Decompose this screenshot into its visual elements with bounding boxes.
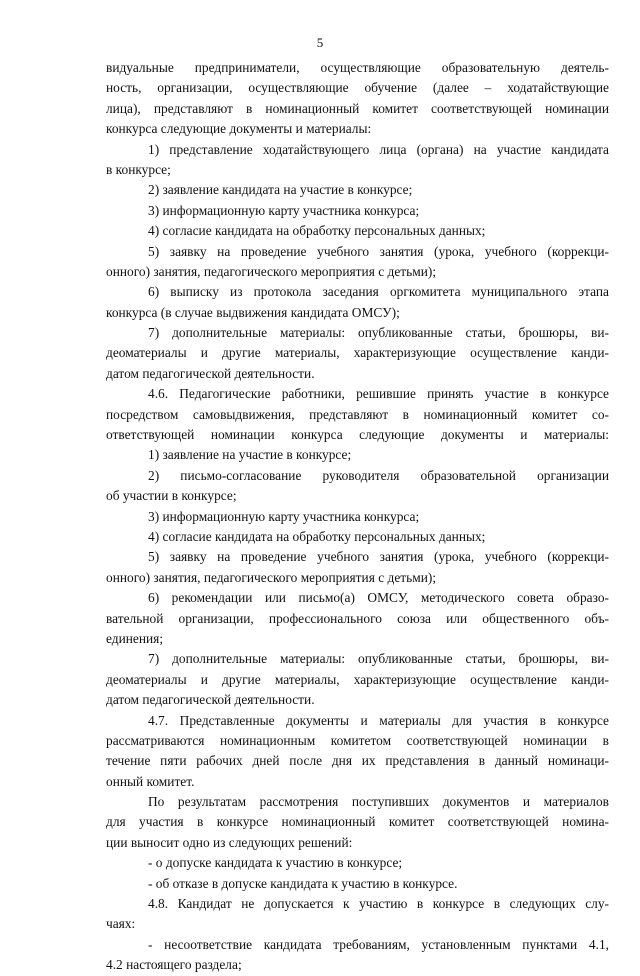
text-line: деоматериалы и другие материалы, характеризующие осуществление канди- [106,671,609,687]
text-line: датом педагогической деятельности. [106,365,315,381]
text-line: течение пяти рабочих дней после дня их представления в данный номинаци- [106,753,609,769]
text-line: ции выносит одно из следующих решений: [106,834,353,850]
text-line: видуальные предприниматели, осуществляющие образовательную деятель- [106,60,609,75]
text-line: вательной организации, профессионального союза или общественного объ- [106,610,609,626]
text-line: 1) представление ходатайствующего лица (органа) на участие кандидата [148,141,609,157]
document-body [106,58,609,976]
text-line: онного) занятия, педагогического мероприятия с детьми); [106,569,437,585]
text-line: 7) дополнительные материалы: опубликованные статьи, брошюры, ви- [148,651,609,667]
text-line: 4) согласие кандидата на обработку персональных данных; [148,528,486,544]
text-line: онного) занятия, педагогического мероприятия с детьми); [106,263,437,279]
text-line: чаях: [106,916,136,932]
text-line: посредством самовыдвижения, представляют в номинационный комитет со- [106,406,609,422]
text-line: 3) информационную карту участника конкурса; [148,202,420,218]
text-line: рассматриваются номинационным комитетом соответствующей номинации в [106,732,609,748]
text-line: 4.6. Педагогические работники, решившие принять участие в конкурсе [148,386,609,402]
text-line: 4.2 настоящего раздела; [106,957,242,973]
text-line: - о допуске кандидата к участию в конкурсе; [148,855,403,871]
text-line: ответствующей номинации конкурса следующие документы и материалы: [106,427,609,443]
text-line: в конкурсе; [106,161,171,177]
text-line: 1) заявление на участие в конкурсе; [148,447,352,463]
text-line: 5) заявку на проведение учебного занятия (урока, учебного (коррекци- [148,549,609,565]
text-line: конкурса (в случае выдвижения кандидата ОМСУ); [106,304,400,320]
text-line: лица), представляют в номинационный комитет соответствующей номинации [106,100,609,116]
text-line: По результатам рассмотрения поступивших документов и материалов [148,794,609,810]
text-line: 2) заявление кандидата на участие в конкурсе; [148,182,413,198]
text-line: 2) письмо-согласование руководителя образовательной организации [148,467,609,483]
text-line: 4) согласие кандидата на обработку персональных данных; [148,223,486,239]
text-line: 4.8. Кандидат не допускается к участию в конкурсе в следующих слу- [148,896,609,912]
text-line: для участия в конкурсе номинационный комитет соответствующей номина- [106,814,609,830]
text-line: 6) рекомендации или письмо(а) ОМСУ, методического совета образо- [148,590,609,606]
text-line: конкурса следующие документы и материалы: [106,121,372,137]
text-line: 5) заявку на проведение учебного занятия (урока, учебного (коррекци- [148,243,609,259]
page-number: 5 [316,35,324,50]
text-line: 3) информационную карту участника конкурса; [148,508,420,524]
text-line: об участии в конкурсе; [106,488,237,504]
text-line: деоматериалы и другие материалы, характеризующие осуществление канди- [106,345,609,361]
text-line: 7) дополнительные материалы: опубликованные статьи, брошюры, ви- [148,325,609,341]
text-line: - об отказе в допуске кандидата к участию в конкурсе. [148,875,458,891]
text-line: 6) выписку из протокола заседания оргкомитета муниципального этапа [148,284,609,300]
text-line: единения; [106,630,164,646]
text-line: онный комитет. [106,773,195,789]
text-line: датом педагогической деятельности. [106,692,315,708]
text-line: 4.7. Представленные документы и материалы для участия в конкурсе [148,712,609,728]
text-line: - несоответствие кандидата требованиям, установленным пунктами 4.1, [148,936,609,952]
text-line: ность, организации, осуществляющие обучение (далее – ходатайствующие [106,80,609,96]
